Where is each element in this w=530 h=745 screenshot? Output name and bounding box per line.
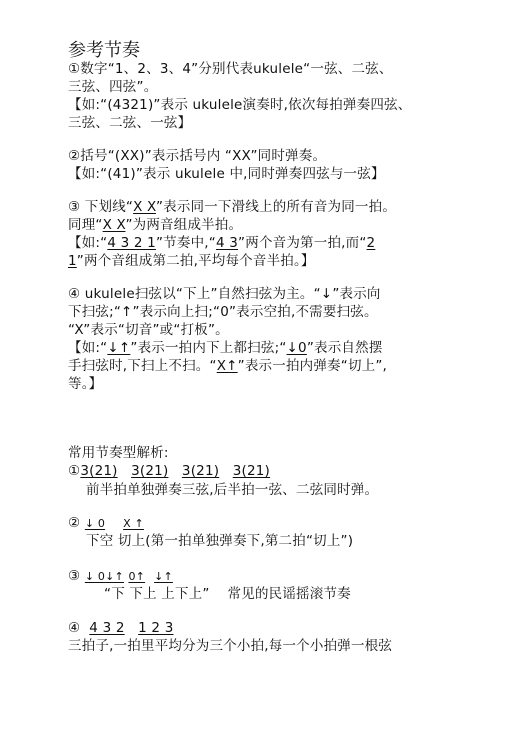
para1-line1: ①数字“1、2、3、4”分别代表ukulele“一弦、二弦、 bbox=[68, 61, 393, 77]
para3-line2: 同理“X X”为两音组成半拍。 bbox=[68, 217, 243, 233]
para4-line3: “X”表示“切音”或“打板”。 bbox=[68, 322, 229, 338]
rhythm2-pattern: ② ↓ 0 X ↑ bbox=[68, 515, 144, 531]
para2-line1: ②括号“(XX)”表示括号内 “XX”同时弹奏。 bbox=[68, 148, 327, 164]
para1-line4: 三弦、二弦、一弦】 bbox=[68, 115, 192, 131]
para1-line2: 三弦、四弦”。 bbox=[68, 79, 158, 95]
para4-line5: 手扫弦时,下扫上不扫。“X↑”表示一拍内弹奏“切上”, bbox=[68, 358, 388, 374]
underline-example: X X bbox=[133, 199, 156, 215]
para4-line6: 等。】 bbox=[68, 376, 103, 392]
rhythm3-description: “下 下上 上下上” 常见的民谣摇滚节奏 bbox=[104, 586, 351, 602]
rhythm3-pattern: ③ ↓ 0↓↑ 0↑ ↓↑ bbox=[68, 568, 173, 584]
page-title: 参考节奏 bbox=[68, 40, 140, 61]
rhythm2-description: 下空 切上(第一拍单独弹奏下,第二拍“切上”) bbox=[86, 533, 354, 549]
para3-line3: 【如:“4 3 2 1”节奏中,“4 3”两个音为第一拍,而“2 bbox=[68, 235, 376, 251]
rhythm1-description: 前半拍单独弹奏三弦,后半拍一弦、二弦同时弹。 bbox=[86, 482, 379, 498]
para4-line2: 下扫弦;“↑”表示向上扫;“0”表示空拍,不需要扫弦。 bbox=[68, 304, 378, 320]
para4-line1: ④ ukulele扫弦以“下上”自然扫弦为主。“↓”表示向 bbox=[68, 286, 381, 302]
para4-line4: 【如:“↓↑”表示一拍内下上都扫弦;“↓0”表示自然摆 bbox=[68, 340, 383, 356]
para1-line3: 【如:“(4321)”表示 ukulele演奏时,依次每拍弹奏四弦、 bbox=[68, 97, 412, 113]
para3-line4: 1”两个音组成第二拍,平均每个音半拍。】 bbox=[68, 253, 315, 269]
rhythm4-pattern: ④ 4 3 2 1 2 3 bbox=[68, 620, 174, 636]
rhythm1-pattern: ①3(21) 3(21) 3(21) 3(21) bbox=[68, 463, 271, 479]
para3-line1: ③ 下划线“X X”表示同一下滑线上的所有音为同一拍。 bbox=[68, 199, 397, 215]
section2-heading: 常用节奏型解析: bbox=[68, 445, 169, 461]
para2-line2: 【如:“(41)”表示 ukulele 中,同时弹奏四弦与一弦】 bbox=[68, 166, 385, 182]
rhythm4-description: 三拍子,一拍里平均分为三个小拍,每一个小拍弹一根弦 bbox=[68, 638, 393, 654]
